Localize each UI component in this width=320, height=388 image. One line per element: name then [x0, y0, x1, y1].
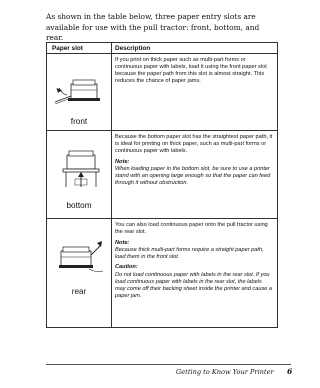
intro-paragraph: As shown in the table below, three paper entry slots are available for use with the pull tractor: front, bottom, and rear.: [46, 12, 260, 43]
slot-name-rear: rear: [71, 287, 87, 296]
footer-rule: [46, 364, 291, 365]
bottom-note-text: When loading paper in the bottom slot, be sure to use a printer stand with an opening large enough so that the paper can feed through it without obstruction.: [115, 165, 271, 187]
table-row-bottom: [47, 131, 277, 219]
page-number: 6: [287, 367, 293, 376]
rear-description: You can also load continuous paper onto the pull tractor using the rear slot.: [115, 222, 268, 236]
header-paper-slot: Paper slot: [52, 44, 83, 52]
rear-caution-text: Do not load continuous paper with labels in the rear slot. If you load continuous paper with labels in the rear slot, the labels may come off their backing sheet inside the printer and cause a paper jam.: [115, 271, 273, 299]
rear-note-text: Because thick multi-part forms require a straight paper path, load them in the front slot.: [115, 246, 264, 260]
header-description: Description: [115, 44, 151, 52]
footer-chapter-title: Getting to Know Your Printer: [176, 368, 274, 376]
bottom-note-label: Note:: [115, 158, 130, 165]
bottom-description: Because the bottom paper slot has the straightest paper path, it is ideal for printing on thick paper, such as multi-part forms or continuous paper with labels.: [115, 134, 273, 155]
slot-name-front: front: [70, 117, 88, 126]
front-slot-printer-illustration: [53, 68, 105, 110]
table-row-front: [47, 54, 277, 131]
table-header: [47, 43, 277, 54]
rear-note-label: Note:: [115, 239, 130, 246]
slot-name-bottom: bottom: [66, 201, 92, 210]
bottom-description-block: [115, 134, 273, 191]
rear-caution-label: Caution:: [115, 264, 138, 271]
front-description: If you print on thick paper such as multi-part forms or continuous paper with labels, load it using the front paper slot because the paper path from this slot is almost straight. This reduces the chance of paper jams.: [115, 57, 267, 85]
bottom-slot-printer-illustration: [53, 141, 105, 189]
rear-description-block: [115, 222, 273, 303]
paper-slot-table: [46, 42, 278, 328]
rear-slot-printer-illustration: [53, 231, 105, 277]
table-row-rear: [47, 219, 277, 327]
